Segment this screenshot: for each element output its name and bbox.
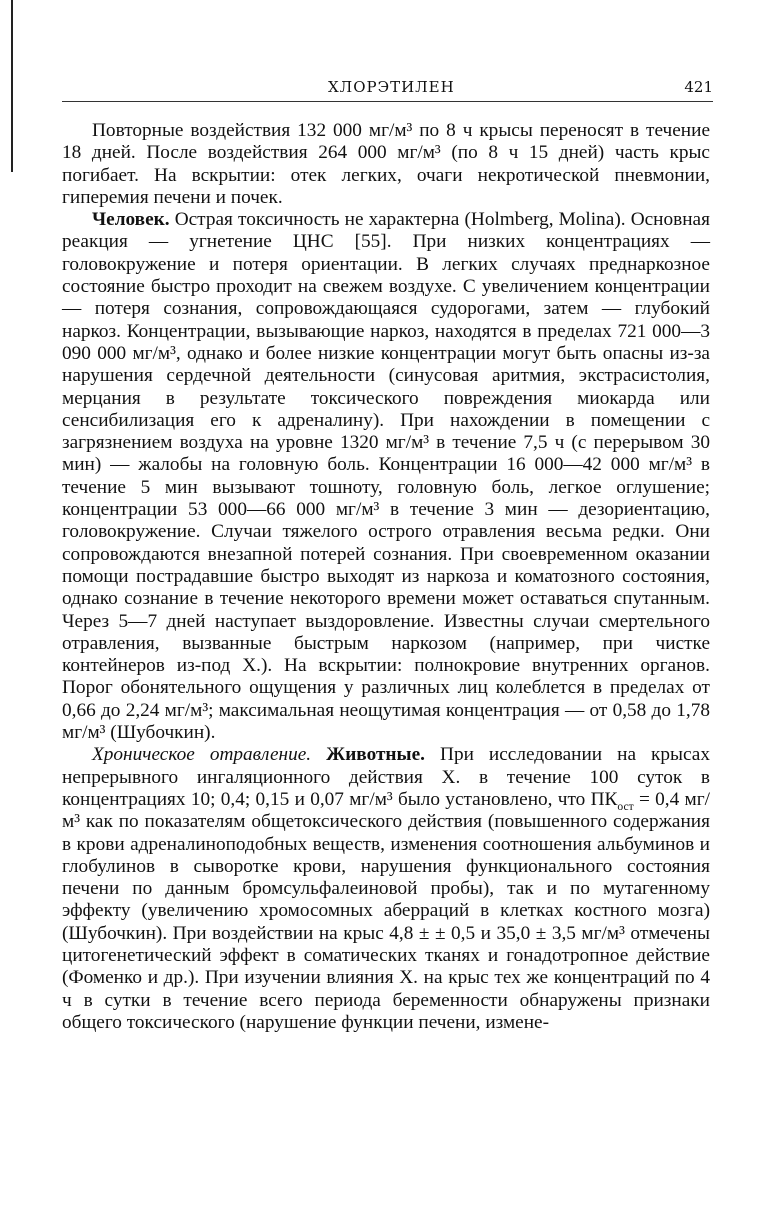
section-label-human: Человек. xyxy=(92,209,170,231)
paragraph-human xyxy=(62,209,710,744)
page-binding-line xyxy=(11,0,13,172)
header-rule xyxy=(62,101,713,102)
subscript-ost: ост xyxy=(617,799,634,813)
section-label-chronic: Хроническое отравление. xyxy=(92,744,312,766)
paragraph-chronic-text-b: = 0,4 мг/м³ как по показателям общетоксического действия (повышенного содержания в крови адреналиноподобных веществ, изменения соотношения альбуминов и глобулинов в сыворотке крови, нарушения функционального состояния печени по данным бромсульфалеиновой пробы), так и по мутагенному эффекту (увеличению хромосомных аберраций в клетках костного мозга) (Шубочкин). При воздействии на крыс 4,8 ± ± 0,5 и 35,0 ± 3,5 мг/м³ отмечены цитогенетический эффект в соматических тканях и гонадотропное действие (Фоменко и др.). При изучении влияния Х. на крыс тех же концентраций по 4 ч в сутки в течение всего периода беременности обнаружены признаки общего токсического (нарушение функции печени, измене- xyxy=(62,788,711,1033)
paragraph-chronic xyxy=(62,744,710,1034)
body-text xyxy=(62,120,710,1034)
paragraph-repeated-exposure: Повторные воздействия 132 000 мг/м³ по 8 ч крысы переносят в течение 18 дней. После воздействия 264 000 мг/м³ (по 8 ч 15 дней) часть крыс погибает. На вскрытии: отек легких, очаги некротической пневмонии, гиперемия печени и почек. xyxy=(62,120,710,208)
running-title: ХЛОРЭТИЛЕН xyxy=(328,78,455,96)
paragraph-chronic-text-a: При исследовании на крысах непрерывного ингаляционного действия Х. в течение 100 суток в концентрациях 10; 0,4; 0,15 и 0,07 мг/м³ было установлено, что ПК xyxy=(62,744,710,810)
page-header xyxy=(62,78,713,102)
page-number: 421 xyxy=(684,78,713,96)
section-label-animals: Животные. xyxy=(311,744,425,766)
paragraph-human-text: Острая токсичность не характерна (Holmberg, Molina). Основная реакция — угнетение ЦНС [55]. При низких концентрациях — головокружение и потеря ориентации. В легких случаях преднаркозное состояние быстро проходит на свежем воздухе. С увеличением концентрации — потеря сознания, сопровождающаяся судорогами, затем — глубокий наркоз. Концентрации, вызывающие наркоз, находятся в пределах 721 000—3 090 000 мг/м³, однако и более низкие концентрации могут быть опасны из-за нарушения сердечной деятельности (синусовая аритмия, экстрасистолия, мерцания в результате токсического повреждения миокарда или сенсибилизация его к адреналину). При нахождении в помещении с загрязнением воздуха на уровне 1320 мг/м³ в течение 7,5 ч (с перерывом 30 мин) — жалобы на головную боль. Концентрации 16 000—42 000 мг/м³ в течение 5 мин вызывают тошноту, головную боль, легкое оглушение; концентрации 53 000—66 000 мг/м³ в течение 3 мин — дезориентацию, головокружение. Случаи тяжелого острого отравления весьма редки. Они сопровождаются внезапной потерей сознания. При своевременном оказании помощи пострадавшие быстро выходят из наркоза и коматозного состояния, однако сознание в течение некоторого времени может оставаться спутанным. Через 5—7 дней наступает выздоровление. Известны случаи смертельного отравления, вызванные быстрым наркозом (например, при чистке контейнеров из-под Х.). На вскрытии: полнокровие внутренних органов. Порог обонятельного ощущения у различных лиц колеблется в пределах от 0,66 до 2,24 мг/м³; максимальная неощутимая концентрация — от 0,58 до 1,78 мг/м³ (Шубочкин). xyxy=(62,209,710,744)
